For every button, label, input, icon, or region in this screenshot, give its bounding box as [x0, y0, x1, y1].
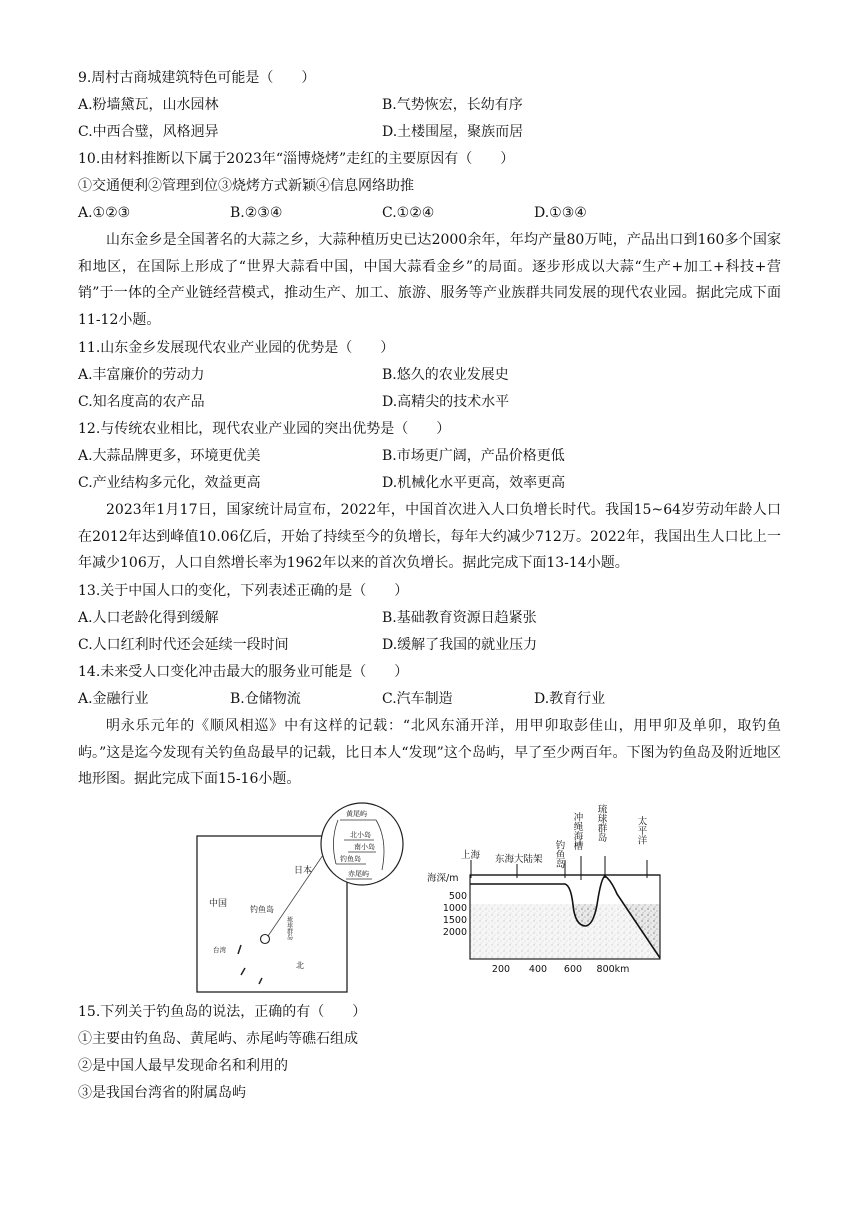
q15-item-3: ③是我国台湾省的附属岛屿 — [78, 1085, 246, 1101]
inset-label-1: 北小岛 — [350, 831, 371, 839]
map-label-ryukyu: 琉球群岛 — [285, 916, 293, 940]
q13-option-d: D.缓解了我国的就业压力 — [382, 637, 538, 653]
depth-tick-1000: 1000 — [442, 903, 467, 914]
q10-option-d: D.①③④ — [534, 205, 587, 221]
q12-option-a: A.大蒜品牌更多，环境更优美 — [78, 448, 261, 464]
q9-option-b: B.气势恢宏，长幼有序 — [382, 97, 523, 113]
map-label-china: 中国 — [209, 899, 228, 909]
inset-label-4: 赤尾屿 — [348, 870, 369, 878]
q9-stem: 9.周村古商城建筑特色可能是（ ） — [78, 70, 316, 86]
q14-option-c: C.汽车制造 — [382, 691, 453, 707]
dist-tick-200: 200 — [491, 964, 511, 975]
q11-option-d: D.高精尖的技术水平 — [382, 394, 510, 410]
q10-option-a: A.①②③ — [78, 205, 131, 221]
q15-stem: 15.下列关于钓鱼岛的说法，正确的有（ ） — [78, 1004, 367, 1020]
q10-option-c: C.①②④ — [382, 205, 435, 221]
inset-label-2: 南小岛 — [354, 843, 375, 851]
profile-label-okinawa: 冲绳海槽 — [571, 812, 583, 850]
q12-option-d: D.机械化水平更高，效率更高 — [382, 475, 566, 491]
q11-option-a: A.丰富廉价的劳动力 — [78, 367, 205, 383]
map-label-diaoyudao: 钓鱼岛 — [250, 905, 274, 914]
q12-stem: 12.与传统农业相比，现代农业产业园的突出优势是（ ） — [78, 421, 451, 437]
material-15-16: 明永乐元年的《顺风相巡》中有这样的记载：“北风东涌开洋，用甲卯取彭佳山，用甲卯及单卯，取钓鱼屿。”这是迄今发现有关钓鱼岛最早的记载，比日本人“发现”这个岛屿，早了至少两百年。下图为钓鱼岛及附近地区地形图。据此完成下面15-16小题。 — [78, 718, 781, 788]
diaoyudao-marker — [261, 935, 270, 944]
q13-stem: 13.关于中国人口的变化，下列表述正确的是（ ） — [78, 583, 409, 599]
q9-option-a: A.粉墙黛瓦，山水园林 — [78, 97, 219, 113]
q13-option-c: C.人口红利时代还会延续一段时间 — [78, 637, 289, 653]
dist-tick-800km: 800km — [596, 964, 630, 975]
q9-option-c: C.中西合璧，风格迥异 — [78, 124, 219, 140]
profile-label-shanghai: 上海 — [461, 850, 481, 861]
q11-option-c: C.知名度高的农产品 — [78, 394, 205, 410]
q14-option-a: A.金融行业 — [78, 691, 149, 707]
q12-option-b: B.市场更广阔，产品价格更低 — [382, 448, 565, 464]
profile-label-pacific: 太平洋 — [635, 816, 647, 845]
material-11-12: 山东金乡是全国著名的大蒜之乡，大蒜种植历史已达2000余年，年均产量80万吨，产品出口到160多个国家和地区，在国际上形成了“世界大蒜看中国，中国大蒜看金乡”的局面。逐步形成以大蒜“生产+加工+科技+营销”于一体的全产业链经营模式，推动生产、加工、旅游、服务等产业族群共同发展的现代农业园。据此完成下面11-12小题。 — [78, 232, 781, 328]
depth-tick-1500: 1500 — [442, 915, 467, 926]
inset-label-3: 钓鱼岛 — [340, 855, 361, 863]
profile-depth-label: 海深/m — [427, 873, 459, 884]
q14-option-b: B.仓储物流 — [230, 691, 301, 707]
map-label-north: 北 — [296, 961, 304, 970]
dist-tick-400: 400 — [528, 964, 548, 975]
diaoyudao-location-map — [190, 800, 420, 996]
dist-tick-600: 600 — [563, 964, 583, 975]
depth-tick-500: 500 — [448, 891, 467, 902]
q13-option-a: A.人口老龄化得到缓解 — [78, 610, 219, 626]
taiwan-coast-mark — [238, 945, 241, 954]
profile-label-ryukyu: 琉球群岛 — [595, 804, 607, 842]
q14-option-d: D.教育行业 — [534, 691, 606, 707]
q9-option-d: D.土楼围屋，聚族而居 — [382, 124, 524, 140]
q11-option-b: B.悠久的农业发展史 — [382, 367, 509, 383]
map-label-japan: 日本 — [294, 866, 313, 876]
q11-stem: 11.山东金乡发展现代农业产业园的优势是（ ） — [78, 340, 395, 356]
inset-label-0: 黄尾屿 — [346, 810, 367, 818]
profile-label-diaoyudao: 钓鱼岛 — [553, 840, 565, 869]
profile-label-shelf: 东海大陆架 — [495, 854, 543, 865]
q15-item-1: ①主要由钓鱼岛、黄尾屿、赤尾屿等礁石组成 — [78, 1031, 358, 1047]
seafloor-profile-diagram — [425, 800, 670, 978]
q10-stem: 10.由材料推断以下属于2023年“淄博烧烤”走红的主要原因有（ ） — [78, 151, 515, 167]
depth-tick-2000: 2000 — [442, 927, 467, 938]
q10-option-b: B.②③④ — [230, 205, 283, 221]
q10-items: ①交通便利②管理到位③烧烤方式新颖④信息网络助推 — [78, 178, 414, 194]
map-label-taiwan: 台湾 — [213, 946, 226, 954]
q14-stem: 14.未来受人口变化冲击最大的服务业可能是（ ） — [78, 664, 409, 680]
q12-option-c: C.产业结构多元化，效益更高 — [78, 475, 261, 491]
q13-option-b: B.基础教育资源日趋紧张 — [382, 610, 537, 626]
q15-item-2: ②是中国人最早发现命名和利用的 — [78, 1058, 288, 1074]
material-13-14: 2023年1月17日，国家统计局宣布，2022年，中国首次进入人口负增长时代。我国15~64岁劳动年龄人口在2012年达到峰值10.06亿后，开始了持续至今的负增长，每年大约减少712万。2022年，我国出生人口比上一年减少106万，人口自然增长率为1962年以来的首次负增长。据此完成下面13-14小题。 — [78, 502, 781, 572]
